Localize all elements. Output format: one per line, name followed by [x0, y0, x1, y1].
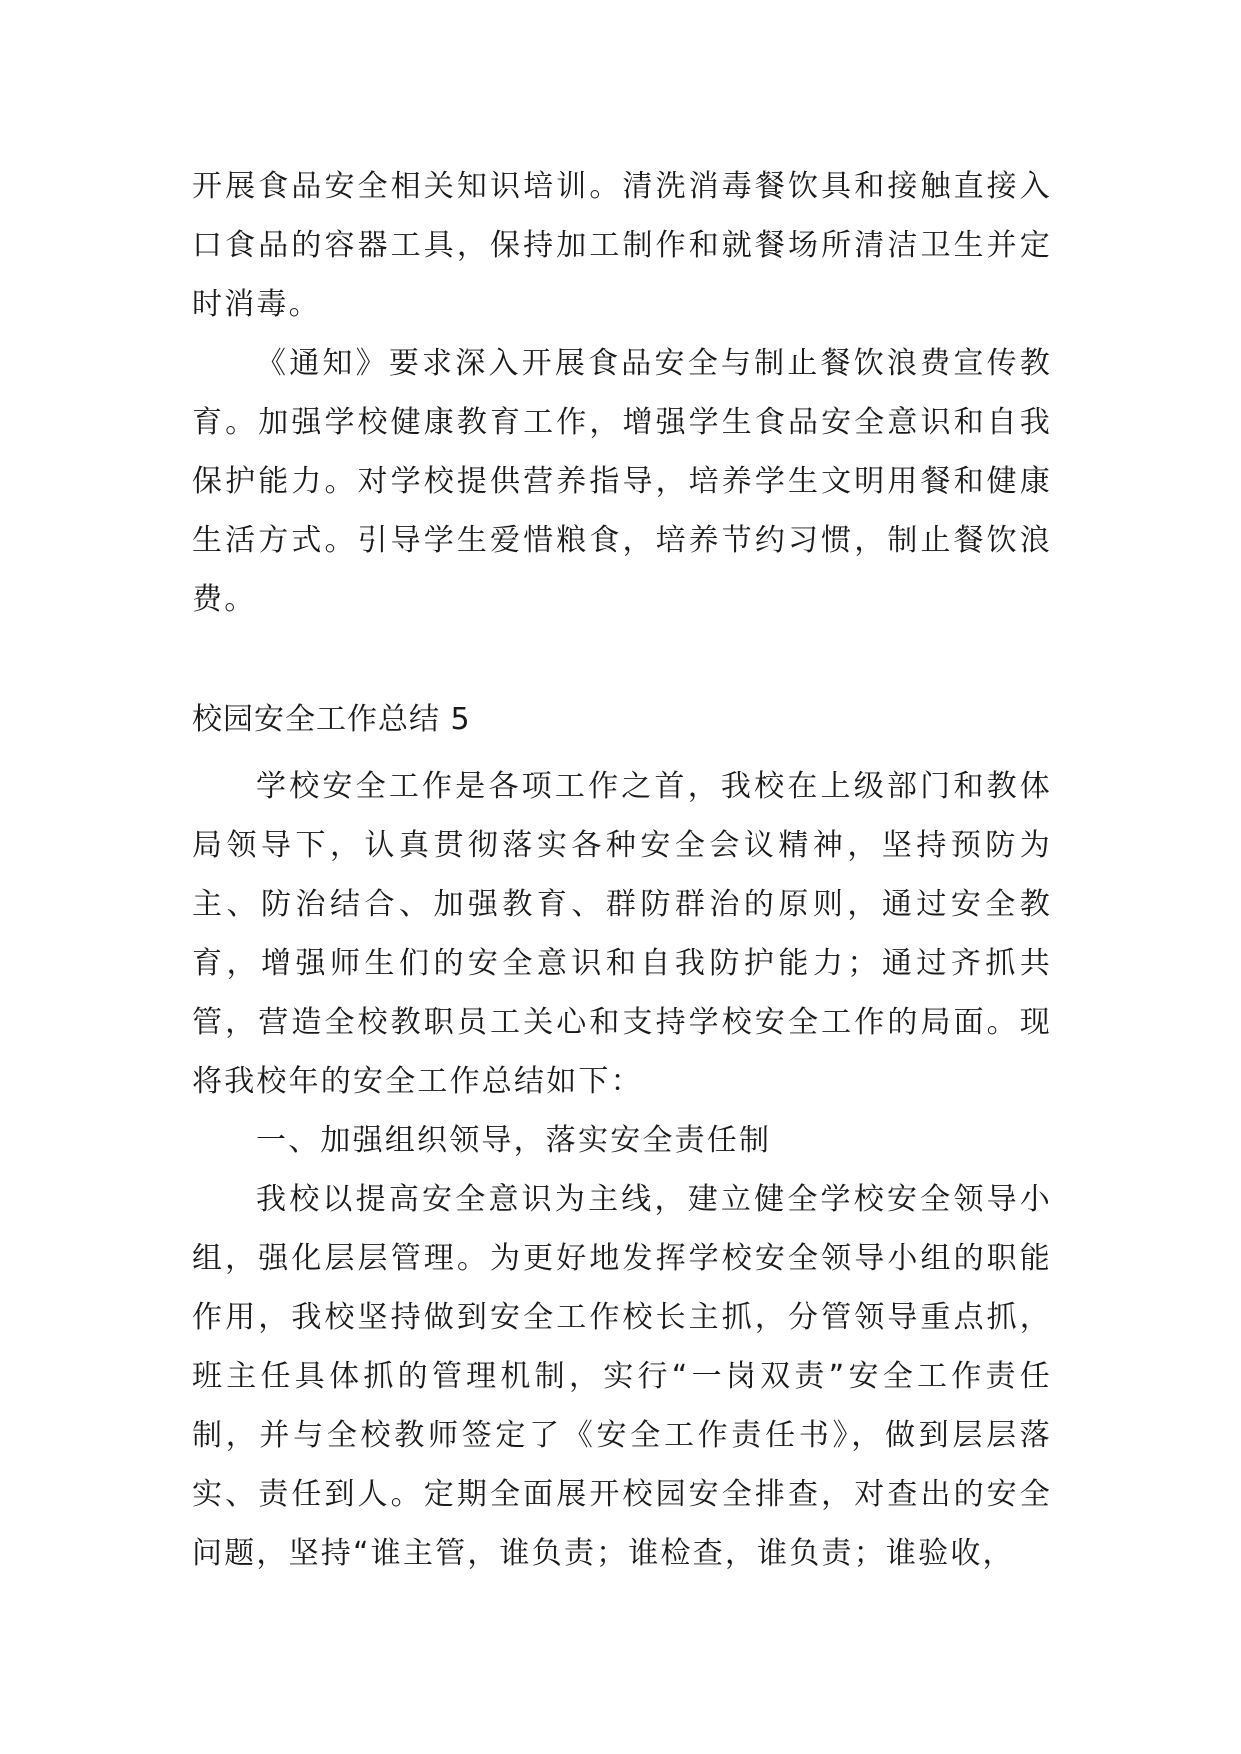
section-title: 校园安全工作总结 5 [192, 702, 471, 737]
paragraph-notice-requirements: 《通知》要求深入开展食品安全与制止餐饮浪费宣传教育。加强学校健康教育工作，增强学生食品安全意识和自我保护能力。对学校提供营养指导，培养学生文明用餐和健康生活方式。引导学生爱惜粮食，培养节约习惯，制止餐饮浪费。 [192, 346, 1052, 617]
text-block-summary [192, 757, 1052, 1583]
paragraph-safety-responsibility: 我校以提高安全意识为主线，建立健全学校安全领导小组，强化层层管理。为更好地发挥学校安全领导小组的职能作用，我校坚持做到安全工作校长主抓，分管领导重点抓，班主任具体抓的管理机制，实行“一岗双责”安全工作责任制，并与全校教师签定了《安全工作责任书》，做到层层落实、责任到人。定期全面展开校园安全排查，对查出的安全问题，坚持“谁主管，谁负责；谁检查，谁负责；谁验收， [192, 1182, 1052, 1571]
paragraph-subheading-organization: 一、加强组织领导，落实安全责任制 [256, 1123, 772, 1158]
paragraph-food-training: 开展食品安全相关知识培训。清洗消毒餐饮具和接触直接入口食品的容器工具，保持加工制作和就餐场所清洁卫生并定时消毒。 [192, 169, 1052, 322]
paragraph-safety-intro: 学校安全工作是各项工作之首，我校在上级部门和教体局领导下，认真贯彻落实各种安全会议精神，坚持预防为主、防治结合、加强教育、群防群治的原则，通过安全教育，增强师生们的安全意识和自我防护能力；通过齐抓共管，营造全校教职员工关心和支持学校安全工作的局面。现将我校年的安全工作总结如下： [192, 769, 1052, 1099]
text-block-top [192, 157, 1052, 629]
